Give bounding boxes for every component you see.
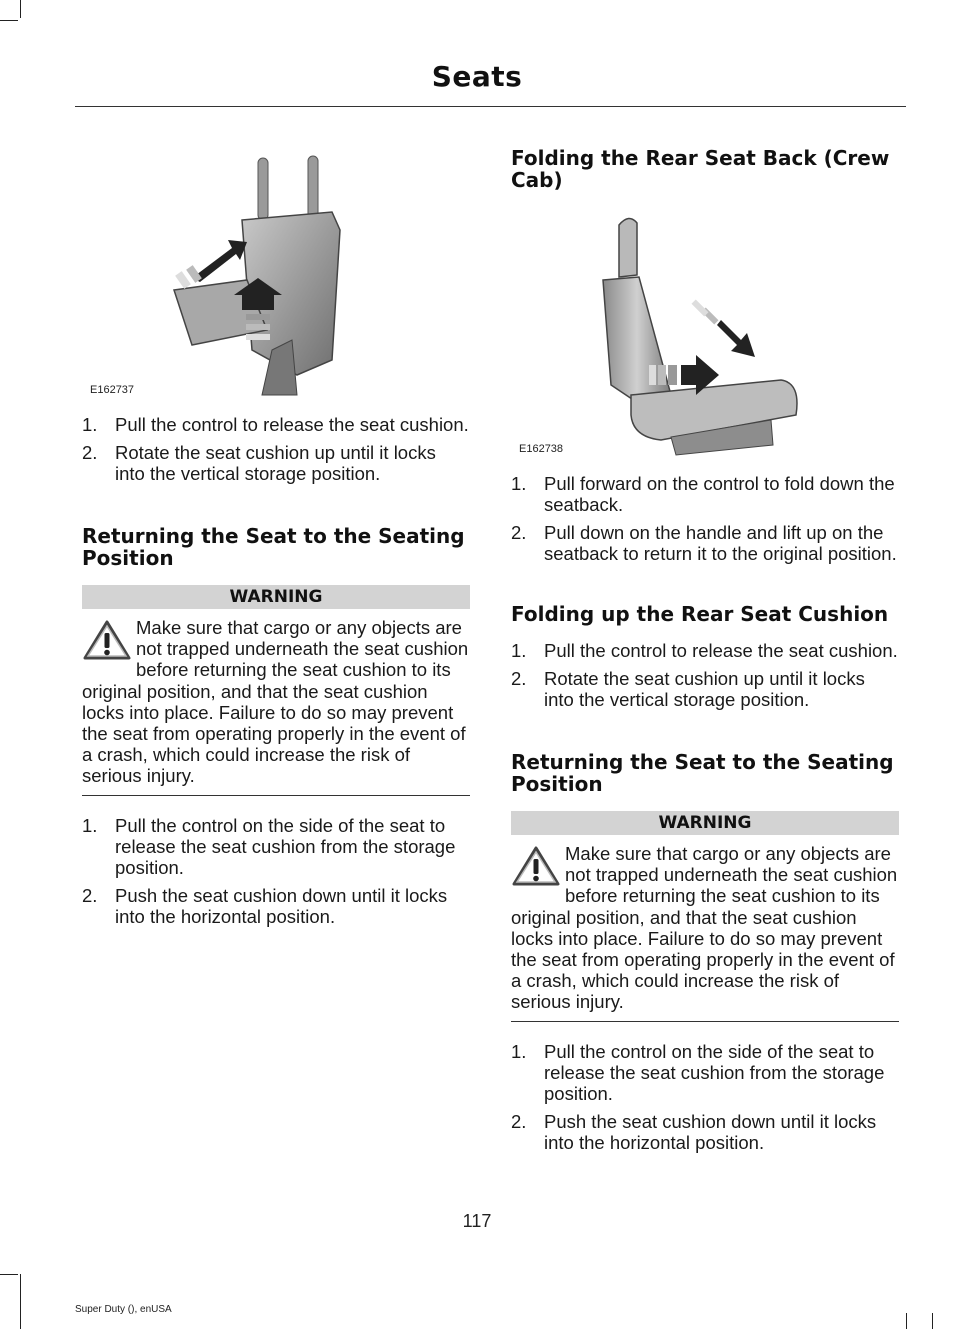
warning-body [82,617,470,787]
list-item: 1. Pull the control on the side of the seat to release the seat cushion from the storage position. [82,815,456,878]
warning-header: WARNING [511,811,899,835]
section-heading: Returning the Seat to the Seating Position [511,750,894,796]
title-divider [75,106,906,107]
list-item: 1. Pull the control to release the seat cushion. [82,414,469,435]
list-item: 2. Rotate the seat cushion up until it locks into the vertical storage position. [511,668,865,710]
document-id: Super Duty (), enUSA [75,1304,172,1315]
warning-triangle-icon [82,619,132,661]
cushion-return-steps [82,815,470,934]
section-heading: Returning the Seat to the Seating Position [82,524,465,570]
crop-mark [906,1313,907,1329]
list-item: 1. Pull the control on the side of the seat to release the seat cushion from the storage position. [511,1041,885,1104]
list-item: 2. Pull down on the handle and lift up on the seatback to return it to the original position. [511,522,897,564]
page-title: Seats [431,60,523,93]
warning-text: Make sure that cargo or any objects are not trapped underneath the seat cushion before returning the seat cushion to its original position, and that the seat cushion locks into place. Failure to do so may prevent the seat from operating properly in the event of a crash, which could increase the risk of serious injury. [511,843,898,1013]
warning-text: Make sure that cargo or any objects are not trapped underneath the seat cushion before returning the seat cushion to its original position, and that the seat cushion locks into place. Failure to do so may prevent the seat from operating properly in the event of a crash, which could increase the risk of serious injury. [82,617,469,787]
crop-mark [0,20,18,21]
list-item: 2. Push the seat cushion down until it locks into the horizontal position. [82,885,448,927]
crop-mark [20,1274,21,1329]
seatback-figure [511,205,899,460]
section-heading: Folding the Rear Seat Back (Crew Cab) [511,146,890,192]
list-item: 2. Push the seat cushion down until it locks into the horizontal position. [511,1111,877,1153]
warning-divider [82,795,470,796]
cushion-up-steps [511,640,899,717]
warning-header: WARNING [82,585,470,609]
seatback-fold-illustration [511,205,899,460]
warning-triangle-icon [511,845,561,887]
seatback-steps [511,473,899,571]
crop-mark [932,1313,933,1329]
list-item: 2. Rotate the seat cushion up until it locks into the vertical storage position. [82,442,436,484]
seat-cushion-illustration [82,150,470,400]
crop-mark [0,1274,18,1275]
cushion-up-steps [82,414,470,491]
list-item: 1. Pull the control to release the seat cushion. [511,640,898,661]
cushion-return-steps [511,1041,899,1160]
seat-cushion-figure [82,150,470,400]
section-heading: Folding up the Rear Seat Cushion [511,602,889,626]
warning-divider [511,1021,899,1022]
figure-code: E162738 [519,443,564,455]
figure-code: E162737 [90,384,135,396]
crop-mark [20,0,21,18]
page-number: 117 [462,1211,492,1231]
warning-body [511,843,899,1013]
list-item: 1. Pull forward on the control to fold down the seatback. [511,473,895,515]
